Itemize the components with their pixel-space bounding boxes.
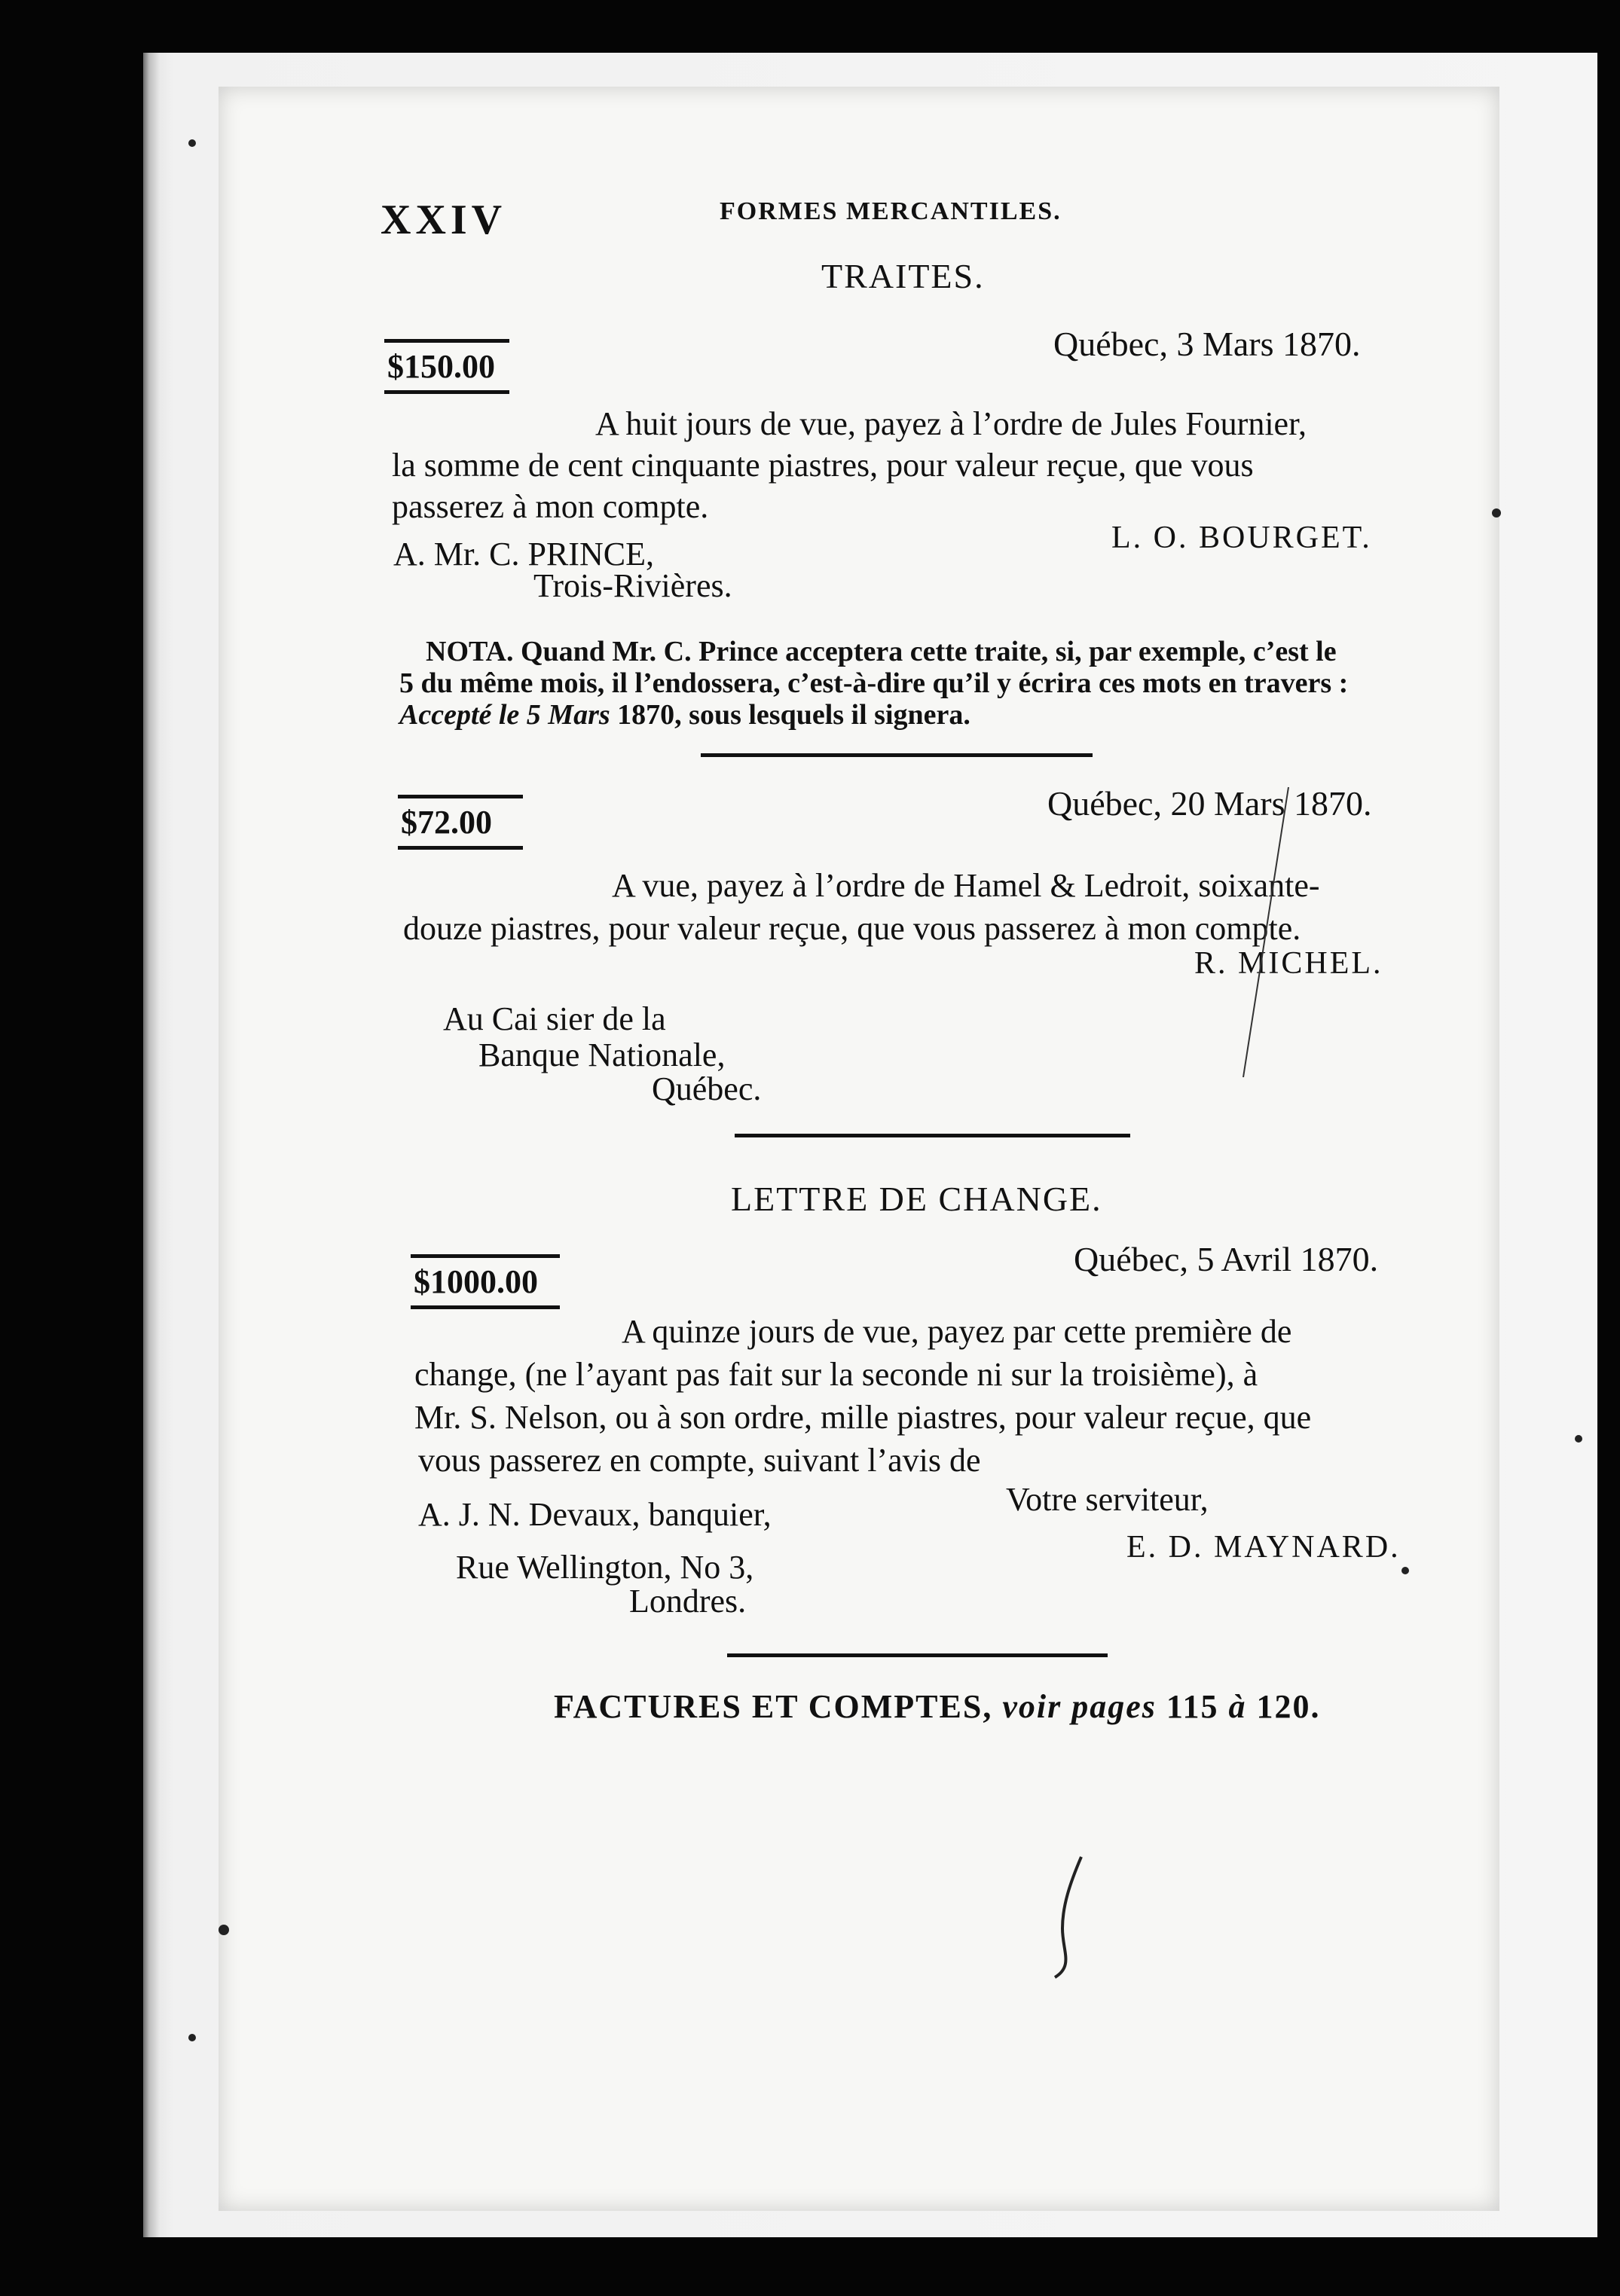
signature-bourget: L. O. BOURGET. <box>1111 521 1372 555</box>
pen-mark <box>1040 1853 1100 1981</box>
nota-label: NOTA. <box>426 636 514 667</box>
draft1-line1: A huit jours de vue, payez à l’ordre de Jules Fournier, <box>595 405 1307 442</box>
draft2-line1: A vue, payez à l’ordre de Hamel & Ledroit, soixante- <box>612 867 1320 904</box>
addressee-1: A. Mr. C. PRINCE, <box>393 536 654 572</box>
amount-1: $150.00 <box>387 348 495 385</box>
footer-text5: 120. <box>1256 1688 1321 1725</box>
lettre-line3: Mr. S. Nelson, ou à son ordre, mille piastres, pour valeur reçue, que <box>414 1399 1312 1436</box>
amount-3: $1000.00 <box>414 1263 538 1300</box>
footer-text1: FACTURES ET COMPTES, <box>554 1688 993 1725</box>
dust-speck <box>1401 1567 1409 1574</box>
date-1: Québec, 3 Mars 1870. <box>1053 325 1361 363</box>
signature-michel: R. MICHEL. <box>1194 946 1383 981</box>
payer-line2: Rue Wellington, No 3, <box>456 1549 754 1586</box>
addressee-1-city: Trois-Rivières. <box>533 567 732 604</box>
amount-box-2 <box>398 795 523 850</box>
dust-speck <box>219 1925 229 1935</box>
payer-line3: Londres. <box>629 1583 747 1620</box>
dust-speck <box>1492 508 1501 518</box>
lettre-line2: change, (ne l’ayant pas fait sur la seconde ni sur la troisième), à <box>414 1356 1258 1393</box>
separator-rule <box>735 1134 1130 1137</box>
dust-speck <box>1575 1435 1582 1443</box>
amount-box-3 <box>411 1254 560 1309</box>
date-3: Québec, 5 Avril 1870. <box>1074 1240 1379 1278</box>
draft1-line3: passerez à mon compte. <box>392 488 709 525</box>
nota-line3 <box>399 696 970 734</box>
footer-text3: 115 <box>1166 1688 1219 1725</box>
nota-italic: Accepté le 5 Mars <box>399 699 610 731</box>
draft2-addr1: Au Cai sier de la <box>443 1000 666 1037</box>
nota-text1: Quand Mr. C. Prince acceptera cette traite, si, par exemple, c’est le <box>520 636 1337 667</box>
nota-text3: 1870, sous lesquels il signera. <box>610 699 970 731</box>
payer-line1: A. J. N. Devaux, banquier, <box>418 1496 772 1533</box>
section-title-lettre: LETTRE DE CHANGE. <box>731 1180 1102 1218</box>
amount-2: $72.00 <box>401 804 492 841</box>
closing: Votre serviteur, <box>1006 1481 1209 1518</box>
nota-line2: 5 du même mois, il l’endossera, c’est-à-dire qu’il y écrira ces mots en travers : <box>399 667 1349 699</box>
date-2: Québec, 20 Mars 1870. <box>1047 784 1372 823</box>
running-title: FORMES MERCANTILES. <box>720 197 1062 225</box>
separator-rule <box>701 753 1093 757</box>
dust-speck <box>188 2034 196 2041</box>
draft2-line2: douze piastres, pour valeur reçue, que vous passerez à mon compte. <box>403 910 1301 947</box>
lettre-line4: vous passerez en compte, suivant l’avis de <box>418 1442 981 1479</box>
signature-maynard: E. D. MAYNARD. <box>1126 1530 1401 1565</box>
footer-text4: à <box>1228 1688 1247 1725</box>
section-title-traites: TRAITES. <box>821 257 985 295</box>
amount-box-1 <box>384 339 509 394</box>
draft1-line2: la somme de cent cinquante piastres, pour valeur reçue, que vous <box>392 447 1254 484</box>
dust-speck <box>188 139 196 147</box>
footer-text2: voir pages <box>1002 1688 1157 1725</box>
lettre-line1: A quinze jours de vue, payez par cette première de <box>622 1313 1292 1350</box>
pen-stroke <box>1236 783 1296 1085</box>
separator-rule <box>727 1653 1108 1657</box>
draft2-addr3: Québec. <box>652 1070 762 1107</box>
page-number: XXIV <box>381 197 507 243</box>
draft2-addr2: Banque Nationale, <box>478 1037 726 1073</box>
footer-reference <box>554 1687 1320 1726</box>
